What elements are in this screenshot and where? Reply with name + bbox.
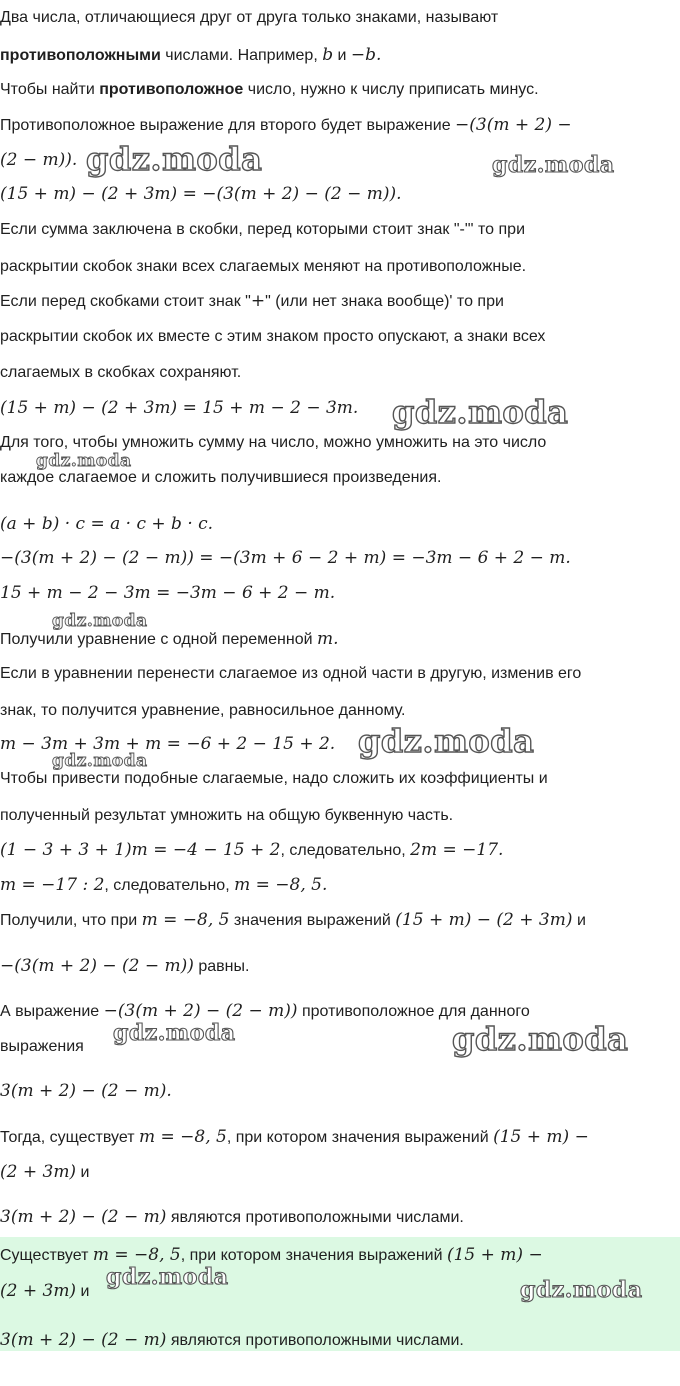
text-line: Получили, что при m = −8, 5 значения выражений (15 + m) − (2 + 3m) и [0, 910, 586, 930]
text-line: раскрытии скобок знаки всех слагаемых меняют на противоположные. [0, 258, 527, 275]
watermark: gdz.moda [492, 152, 615, 178]
text-line: А выражение −(3(m + 2) − (2 − m)) противоположное для данного [0, 1001, 530, 1021]
math-line: 15 + m − 2 − 3m = −3m − 6 + 2 − m. [0, 583, 336, 603]
watermark: gdz.moda [52, 611, 148, 631]
watermark: gdz.moda [36, 451, 132, 471]
text-line: 3(m + 2) − (2 − m) являются противоположными числами. [0, 1207, 464, 1227]
text-line: противоположными числами. Например, b и −b. [0, 45, 382, 65]
text-line: Если перед скобками стоит знак "+" (или нет знака вообще)' то при [0, 291, 504, 311]
text-line: Чтобы найти противоположное число, нужно к числу приписать минус. [0, 81, 539, 98]
math-line: m − 3m + 3m + m = −6 + 2 − 15 + 2. [0, 734, 336, 754]
math-line: (2 − m)). [0, 150, 78, 170]
text-line: знак, то получится уравнение, равносильное данному. [0, 702, 406, 719]
text-line: (1 − 3 + 3 + 1)m = −4 − 15 + 2, следовательно, 2m = −17. [0, 840, 504, 860]
text-line: m = −17 : 2, следовательно, m = −8, 5. [0, 875, 328, 895]
text-line: Тогда, существует m = −8, 5, при котором значения выражений (15 + m) − [0, 1127, 589, 1147]
text-line: Получили уравнение с одной переменной m. [0, 629, 339, 649]
math-line: (15 + m) − (2 + 3m) = −(3(m + 2) − (2 − m)). [0, 184, 402, 204]
text-line: (2 + 3m) и [0, 1162, 90, 1182]
watermark: gdz.moda [113, 1020, 236, 1046]
text-line: полученный результат умножить на общую буквенную часть. [0, 807, 454, 824]
answer-line: Существует m = −8, 5, при котором значения выражений (15 + m) − [0, 1245, 543, 1265]
math-line: (15 + m) − (2 + 3m) = 15 + m − 2 − 3m. [0, 398, 359, 418]
answer-line: 3(m + 2) − (2 − m) являются противоположными числами. [0, 1330, 464, 1350]
watermark: gdz.moda [106, 1264, 229, 1290]
text-line: слагаемых в скобках сохраняют. [0, 364, 242, 381]
text-line: Если сумма заключена в скобки, перед которыми стоит знак "-"' то при [0, 221, 525, 238]
watermark: gdz.moda [86, 140, 263, 178]
text-line: выражения [0, 1038, 84, 1055]
text-line: −(3(m + 2) − (2 − m)) равны. [0, 956, 250, 976]
answer-line: (2 + 3m) и [0, 1281, 90, 1301]
math-line: −(3(m + 2) − (2 − m)) = −(3m + 6 − 2 + m) = −3m − 6 + 2 − m. [0, 548, 571, 568]
watermark: gdz.moda [452, 1020, 629, 1058]
text-line: Для того, чтобы умножить сумму на число, можно умножить на это число [0, 434, 547, 451]
watermark: gdz.moda [392, 393, 569, 431]
text-line: раскрытии скобок их вместе с этим знаком просто опускают, а знаки всех [0, 328, 546, 345]
text-line: Если в уравнении перенести слагаемое из одной части в другую, изменив его [0, 665, 582, 682]
math-line: 3(m + 2) − (2 − m). [0, 1081, 172, 1101]
text-line: каждое слагаемое и сложить получившиеся произведения. [0, 469, 442, 486]
text-line: Чтобы привести подобные слагаемые, надо сложить их коэффициенты и [0, 770, 548, 787]
text-line: Два числа, отличающиеся друг от друга только знаками, называют [0, 9, 499, 26]
math-line: (a + b) · c = a · c + b · c. [0, 514, 214, 534]
text-line: Противоположное выражение для второго будет выражение −(3(m + 2) − [0, 115, 572, 135]
watermark: gdz.moda [358, 722, 535, 760]
watermark: gdz.moda [52, 751, 148, 771]
watermark: gdz.moda [520, 1277, 643, 1303]
